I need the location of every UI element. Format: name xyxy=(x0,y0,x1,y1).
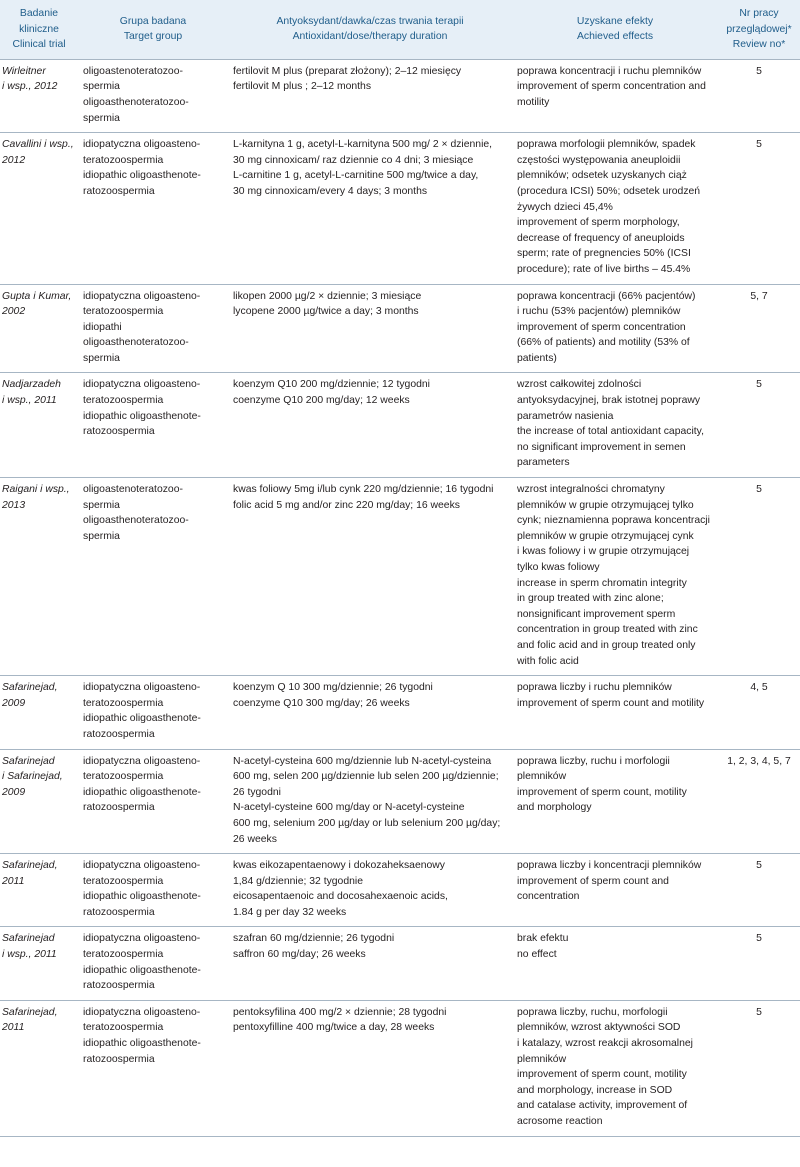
cell-line: spermia xyxy=(83,530,120,542)
header-line: Review no* xyxy=(732,39,786,51)
cell-line: no effect xyxy=(517,949,557,961)
cell-line: spermia xyxy=(83,352,120,364)
cell-line: plemników w grupie otrzymującej cynk xyxy=(517,530,694,542)
table-row xyxy=(0,284,800,373)
cell-clinical-trial xyxy=(0,749,78,854)
cell-line: improvement of sperm count, motility xyxy=(517,1069,687,1081)
cell-line: teratozoospermia xyxy=(83,154,164,166)
cell-line: spermia xyxy=(83,81,120,93)
cell-line: pentoxyfilline 400 mg/twice a day, 28 weeks xyxy=(233,1022,435,1034)
cell-achieved-effects xyxy=(512,59,718,132)
cell-clinical-trial xyxy=(0,676,78,749)
cell-line: Safarinejad, xyxy=(2,1006,58,1018)
cell-line: improvement of sperm concentration and xyxy=(517,81,706,93)
cell-line: in group treated with zinc alone; xyxy=(517,593,664,605)
cell-line: Safarinejad, xyxy=(2,682,58,694)
cell-line: koenzym Q10 200 mg/dziennie; 12 tygodni xyxy=(233,379,430,391)
cell-line: oligoasthenoteratozoo- xyxy=(83,337,189,349)
cell-clinical-trial xyxy=(0,927,78,1000)
table-row xyxy=(0,133,800,284)
cell-line: cynk; nieznamienna poprawa koncentracji xyxy=(517,515,710,527)
header-line: Clinical trial xyxy=(12,39,66,51)
cell-line: the increase of total antioxidant capacity, xyxy=(517,426,704,438)
cell-line: 2011 xyxy=(2,1022,25,1034)
cell-line: motility xyxy=(517,96,550,108)
cell-line: parametrów nasienia xyxy=(517,410,614,422)
cell-line: Gupta i Kumar, xyxy=(2,290,72,302)
cell-line: and folic acid and in group treated only xyxy=(517,639,696,651)
cell-line: i wsp., 2011 xyxy=(2,949,57,961)
cell-clinical-trial xyxy=(0,59,78,132)
cell-clinical-trial xyxy=(0,854,78,927)
cell-line: fertilovit M plus ; 2–12 months xyxy=(233,81,372,93)
cell-target-group xyxy=(78,133,228,284)
cell-line: lycopene 2000 µg/twice a day; 3 months xyxy=(233,306,419,318)
cell-line: kwas foliowy 5mg i/lub cynk 220 mg/dziennie; 16 tygodni xyxy=(233,484,494,496)
cell-line: idiopathic oligoasthenote- xyxy=(83,891,201,903)
cell-line: improvement of sperm count, motility xyxy=(517,786,687,798)
header-line: Grupa badana xyxy=(119,15,187,27)
cell-achieved-effects xyxy=(512,749,718,854)
cell-achieved-effects xyxy=(512,133,718,284)
cell-line: improvement of sperm concentration xyxy=(517,321,686,333)
cell-line: i wsp., 2012 xyxy=(2,81,58,93)
cell-achieved-effects xyxy=(512,1000,718,1136)
cell-line: saffron 60 mg/day; 26 weeks xyxy=(233,949,366,961)
header-line: kliniczne xyxy=(19,23,59,35)
table-row xyxy=(0,676,800,749)
cell-line: antyoksydacyjnej, brak istotnej poprawy xyxy=(517,395,701,407)
cell-line: increase in sperm chromatin integrity xyxy=(517,577,687,589)
cell-line: idiopatyczna oligoasteno- xyxy=(83,755,201,767)
header-line: Antioxidant/dose/therapy duration xyxy=(292,31,448,43)
cell-line: idiopatyczna oligoasteno- xyxy=(83,1006,201,1018)
cell-clinical-trial xyxy=(0,478,78,676)
cell-line: 2009 xyxy=(2,786,26,798)
cell-line: Nadjarzadeh xyxy=(2,379,61,391)
cell-line: plemników xyxy=(517,1053,567,1065)
cell-line: 2012 xyxy=(2,154,26,166)
cell-antioxidant xyxy=(228,749,512,854)
cell-clinical-trial xyxy=(0,133,78,284)
cell-line: concentration xyxy=(517,891,580,903)
cell-antioxidant xyxy=(228,676,512,749)
cell-line: 2009 xyxy=(2,697,26,709)
cell-line: L-carnitine 1 g, acetyl-L-carnitine 500 mg/twice a day, xyxy=(233,170,479,182)
header-row xyxy=(0,0,800,59)
cell-line: 30 mg cinnoxicam/every 4 days; 3 months xyxy=(233,185,428,197)
cell-line: poprawa morfologii plemników, spadek xyxy=(517,139,696,151)
cell-line: spermia xyxy=(83,112,120,124)
cell-line: and catalase activity, improvement of xyxy=(517,1100,688,1112)
cell-target-group xyxy=(78,854,228,927)
cell-line: coenzyme Q10 200 mg/day; 12 weeks xyxy=(233,395,410,407)
header-line: Target group xyxy=(123,31,183,43)
cell-line: ratozoospermia xyxy=(83,980,155,992)
header-line: Antyoksydant/dawka/czas trwania terapii xyxy=(276,15,464,27)
cell-line: i katalazy, wzrost reakcji akrosomalnej xyxy=(517,1038,693,1050)
cell-target-group xyxy=(78,284,228,373)
cell-line: częstości występowania aneuploidii xyxy=(517,154,681,166)
cell-line: 1,84 g/dziennie; 32 tygodnie xyxy=(233,875,363,887)
cell-line: ratozoospermia xyxy=(83,426,155,438)
cell-achieved-effects xyxy=(512,373,718,478)
cell-line: idiopatyczna oligoasteno- xyxy=(83,682,201,694)
cell-antioxidant xyxy=(228,478,512,676)
cell-review-no: 1, 2, 3, 4, 5, 7 xyxy=(718,749,800,854)
cell-antioxidant xyxy=(228,59,512,132)
cell-line: wzrost całkowitej zdolności xyxy=(517,379,642,391)
cell-clinical-trial xyxy=(0,1000,78,1136)
cell-line: poprawa liczby, ruchu i morfologii xyxy=(517,755,670,767)
cell-line: teratozoospermia xyxy=(83,697,164,709)
cell-line: Safarinejad xyxy=(2,933,55,945)
cell-line: acrosome reaction xyxy=(517,1116,603,1127)
cell-achieved-effects xyxy=(512,284,718,373)
cell-line: and morphology xyxy=(517,802,592,814)
cell-review-no: 5 xyxy=(718,854,800,927)
cell-review-no: 5 xyxy=(718,59,800,132)
cell-antioxidant xyxy=(228,854,512,927)
header-line: Nr pracy xyxy=(739,8,779,19)
cell-line: with folic acid xyxy=(517,655,579,667)
cell-review-no: 5 xyxy=(718,373,800,478)
cell-line: idiopatyczna oligoasteno- xyxy=(83,860,201,872)
table-row xyxy=(0,854,800,927)
cell-line: oligoastenoteratozoo- xyxy=(83,65,183,77)
cell-line: ratozoospermia xyxy=(83,906,155,918)
cell-line: teratozoospermia xyxy=(83,1022,164,1034)
cell-line: L-karnityna 1 g, acetyl-L-karnityna 500 mg/ 2 × dziennie, xyxy=(233,139,493,151)
cell-line: teratozoospermia xyxy=(83,949,164,961)
cell-target-group xyxy=(78,927,228,1000)
cell-target-group xyxy=(78,1000,228,1136)
cell-target-group xyxy=(78,676,228,749)
header-line: Achieved effects xyxy=(576,31,654,43)
cell-line: decrease of frequency of aneuploids xyxy=(517,232,685,244)
cell-line: ratozoospermia xyxy=(83,802,155,814)
cell-line: idiopatyczna oligoasteno- xyxy=(83,290,201,302)
cell-line: poprawa koncentracji i ruchu plemników xyxy=(517,65,702,77)
cell-achieved-effects xyxy=(512,676,718,749)
cell-line: nonsignificant improvement sperm xyxy=(517,608,676,620)
cell-line: koenzym Q 10 300 mg/dziennie; 26 tygodni xyxy=(233,682,433,694)
cell-line: żywych dzieci 45,4% xyxy=(517,201,613,213)
cell-target-group xyxy=(78,478,228,676)
cell-line: 30 mg cinnoxicam/ raz dziennie co 4 dni; 3 miesiące xyxy=(233,154,474,166)
cell-clinical-trial xyxy=(0,284,78,373)
cell-line: plemników, wzrost aktywności SOD xyxy=(517,1022,681,1034)
cell-line: N-acetyl-cysteine 600 mg/day or N-acetyl-cysteine xyxy=(233,802,465,814)
header-review-no xyxy=(718,0,800,59)
cell-line: szafran 60 mg/dziennie; 26 tygodni xyxy=(233,933,395,945)
header-target-group xyxy=(78,0,228,59)
cell-line: Safarinejad xyxy=(2,755,55,767)
cell-line: improvement of sperm morphology, xyxy=(517,217,680,229)
cell-line: no significant improvement in semen xyxy=(517,441,686,453)
cell-target-group xyxy=(78,373,228,478)
cell-line: 26 tygodni xyxy=(233,786,281,798)
cell-line: fertilovit M plus (preparat złożony); 2–12 miesięcy xyxy=(233,65,462,77)
cell-line: pentoksyfilina 400 mg/2 × dziennie; 28 tygodni xyxy=(233,1006,447,1018)
header-antioxidant xyxy=(228,0,512,59)
cell-line: parameters xyxy=(517,457,570,469)
cell-line: likopen 2000 µg/2 × dziennie; 3 miesiące xyxy=(233,290,422,302)
cell-review-no: 4, 5 xyxy=(718,676,800,749)
cell-line: N-acetyl-cysteina 600 mg/dziennie lub N-acetyl-cysteina xyxy=(233,755,492,767)
cell-line: idiopatyczna oligoasteno- xyxy=(83,379,201,391)
cell-line: (procedura ICSI) 50%; odsetek urodzeń xyxy=(517,185,701,197)
cell-line: brak efektu xyxy=(517,933,569,945)
cell-line: improvement of sperm count and motility xyxy=(517,697,705,709)
cell-line: i Safarinejad, xyxy=(2,771,63,783)
cell-review-no: 5, 7 xyxy=(718,284,800,373)
cell-target-group xyxy=(78,59,228,132)
table-row xyxy=(0,1000,800,1136)
cell-line: Safarinejad, xyxy=(2,860,58,872)
cell-line: kwas eikozapentaenowy i dokozaheksaenowy xyxy=(233,860,445,872)
cell-line: poprawa liczby, ruchu, morfologii xyxy=(517,1006,668,1018)
cell-line: 2011 xyxy=(2,875,25,887)
cell-line: tylko kwas foliowy xyxy=(517,562,600,573)
cell-achieved-effects xyxy=(512,927,718,1000)
cell-review-no: 5 xyxy=(718,927,800,1000)
cell-line: i wsp., 2011 xyxy=(2,395,57,407)
header-achieved-effects xyxy=(512,0,718,59)
cell-line: idiopatyczna oligoasteno- xyxy=(83,139,201,151)
table-row xyxy=(0,927,800,1000)
cell-line: oligoasthenoteratozoo- xyxy=(83,96,189,108)
header-line: przeglądowej* xyxy=(726,23,792,35)
cell-line: i kwas foliowy i w grupie otrzymującej xyxy=(517,546,690,558)
cell-review-no: 5 xyxy=(718,478,800,676)
cell-line: idiopathi xyxy=(83,321,122,333)
cell-antioxidant xyxy=(228,373,512,478)
cell-line: coenzyme Q10 300 mg/day; 26 weeks xyxy=(233,697,410,709)
cell-line: wzrost integralności chromatyny xyxy=(517,484,665,496)
cell-line: ratozoospermia xyxy=(83,1053,155,1065)
cell-antioxidant xyxy=(228,927,512,1000)
cell-line: 600 mg, selen 200 µg/dziennie lub selen 200 µg/dziennie; xyxy=(233,771,499,783)
cell-line: poprawa liczby i ruchu plemników xyxy=(517,682,672,694)
table-row xyxy=(0,749,800,854)
cell-review-no: 5 xyxy=(718,133,800,284)
table-body xyxy=(0,59,800,1136)
cell-line: folic acid 5 mg and/or zinc 220 mg/day; 16 weeks xyxy=(233,499,460,511)
cell-line: 2002 xyxy=(2,306,26,318)
cell-review-no: 5 xyxy=(718,1000,800,1136)
cell-line: 2013 xyxy=(2,499,26,511)
cell-line: spermia xyxy=(83,499,120,511)
cell-line: idiopathic oligoasthenote- xyxy=(83,713,201,725)
cell-line: ratozoospermia xyxy=(83,728,155,740)
cell-line: idiopathic oligoasthenote- xyxy=(83,410,201,422)
cell-line: i ruchu (53% pacjentów) plemników xyxy=(517,306,681,318)
cell-line: idiopatyczna oligoasteno- xyxy=(83,933,201,945)
cell-line: teratozoospermia xyxy=(83,395,164,407)
cell-line: teratozoospermia xyxy=(83,306,164,318)
table-row xyxy=(0,478,800,676)
cell-line: 600 mg, selenium 200 µg/day or lub selenium 200 µg/day; xyxy=(233,817,501,829)
cell-line: Wirleitner xyxy=(2,65,46,77)
header-line: Uzyskane efekty xyxy=(576,15,654,27)
cell-line: oligoasthenoteratozoo- xyxy=(83,515,189,527)
cell-line: and morphology, increase in SOD xyxy=(517,1084,673,1096)
cell-line: improvement of sperm count and xyxy=(517,875,669,887)
cell-line: patients) xyxy=(517,352,557,364)
cell-line: poprawa liczby i koncentracji plemników xyxy=(517,860,702,872)
cell-line: (66% of patients) and motility (53% of xyxy=(517,337,690,349)
table-row xyxy=(0,59,800,132)
cell-line: poprawa koncentracji (66% pacjentów) xyxy=(517,290,696,302)
cell-line: eicosapentaenoic and docosahexaenoic acids, xyxy=(233,891,448,903)
cell-antioxidant xyxy=(228,133,512,284)
cell-antioxidant xyxy=(228,1000,512,1136)
cell-line: idiopathic oligoasthenote- xyxy=(83,1038,201,1050)
cell-achieved-effects xyxy=(512,854,718,927)
cell-line: 1.84 g per day 32 weeks xyxy=(233,906,347,918)
cell-line: plemników xyxy=(517,771,567,783)
cell-line: procedure); rate of live births – 45.4% xyxy=(517,263,691,275)
cell-achieved-effects xyxy=(512,478,718,676)
cell-line: idiopathic oligoasthenote- xyxy=(83,170,201,182)
cell-line: Raigani i wsp., xyxy=(2,484,70,496)
cell-line: concentration in group treated with zinc xyxy=(517,624,698,636)
cell-clinical-trial xyxy=(0,373,78,478)
cell-line: ratozoospermia xyxy=(83,185,155,197)
header-clinical-trial xyxy=(0,0,78,59)
cell-line: idiopathic oligoasthenote- xyxy=(83,786,201,798)
cell-antioxidant xyxy=(228,284,512,373)
cell-line: plemników; odsetek uzyskanych ciąż xyxy=(517,170,687,182)
cell-line: teratozoospermia xyxy=(83,771,164,783)
cell-line: teratozoospermia xyxy=(83,875,164,887)
cell-line: sperm; rate of pregnencies 50% (ICSI xyxy=(517,248,691,260)
table-row xyxy=(0,373,800,478)
header-line: Badanie xyxy=(19,8,59,19)
cell-line: idiopathic oligoasthenote- xyxy=(83,964,201,976)
cell-line: oligoastenoteratozoo- xyxy=(83,484,183,496)
cell-line: 26 weeks xyxy=(233,833,277,845)
cell-target-group xyxy=(78,749,228,854)
cell-line: Cavallini i wsp., xyxy=(2,139,74,151)
cell-line: plemników w grupie otrzymującej tylko xyxy=(517,499,694,511)
